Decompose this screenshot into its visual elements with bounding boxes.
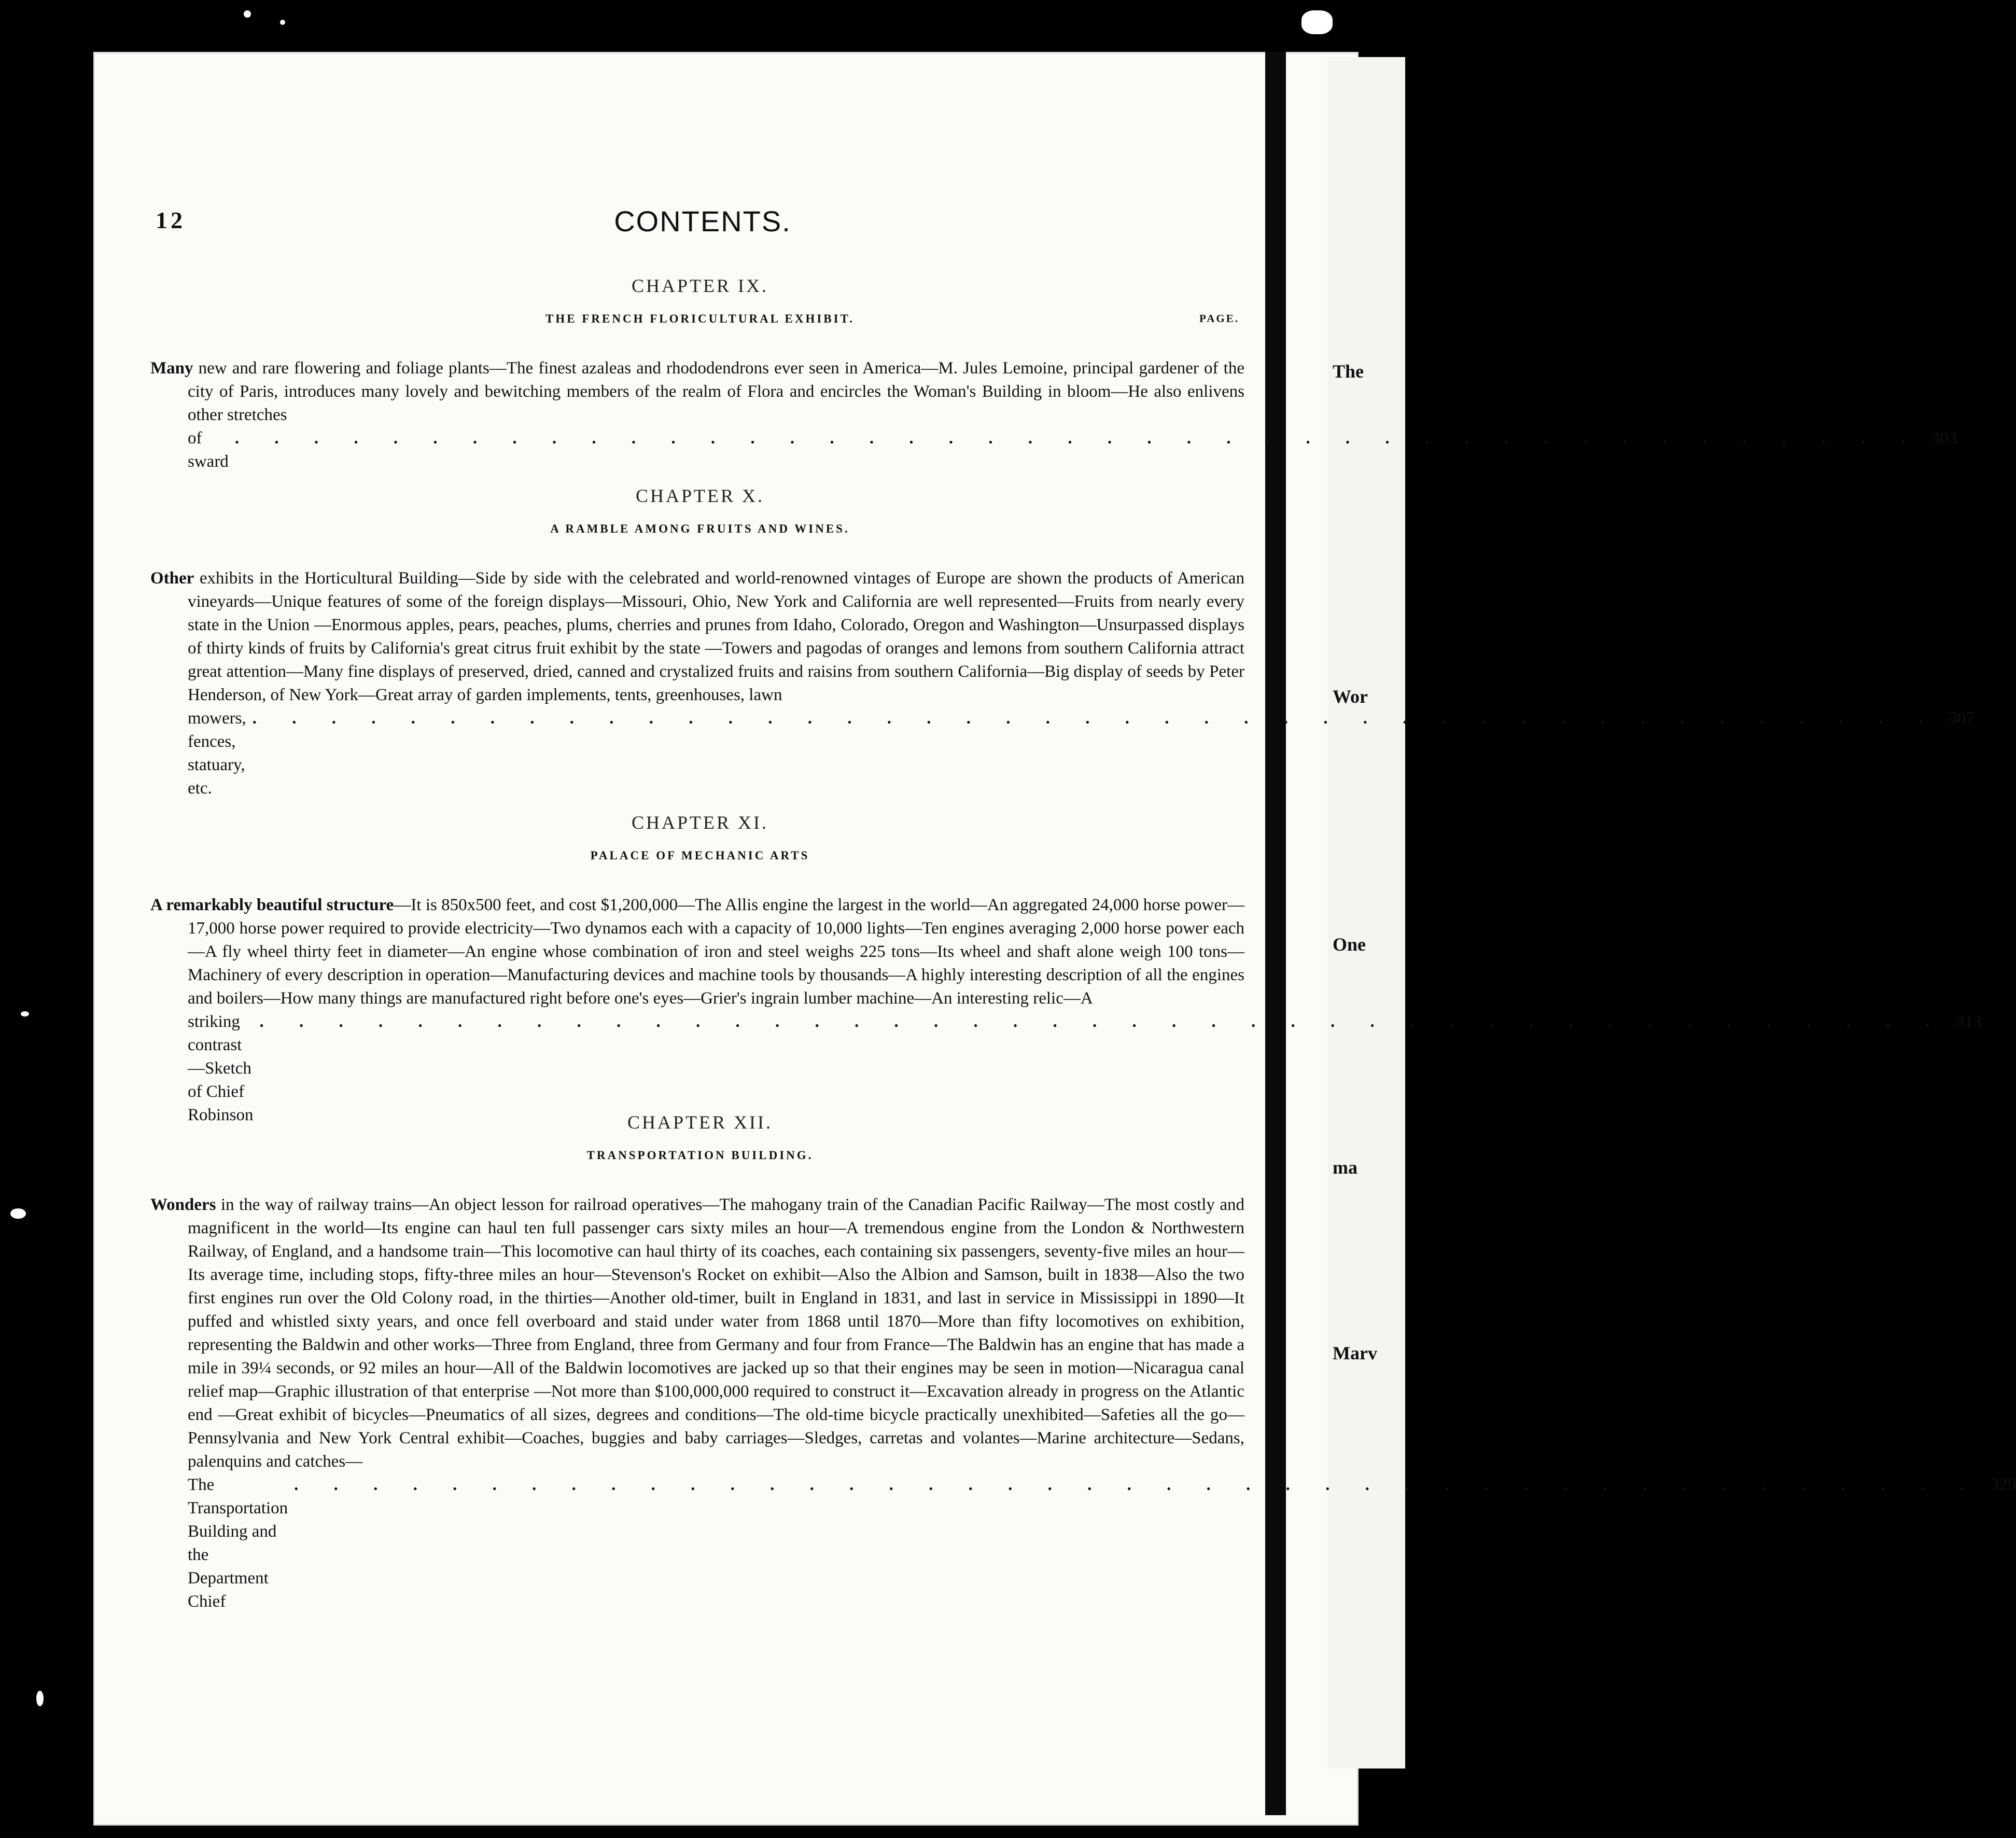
summary-text: exhibits in the Horticultural Building—Side by side with the celebrated and world-renowned vintages of Europe are shown the products of American vineyards—Unique features of some of the foreign displays—Missouri, Ohio, New York and California are well represented—Fruits from nearly every state in the Union —Enormous apples, pears, peaches, plums, cherries and prunes from Idaho, Colorado, Oregon and Washington—Unsurpassed displays of thirty kinds of fruits by California's great citrus fruit exhibit by the state —Towers and pagodas of oranges and lemons from southern California attract great attention—Many fine displays of preserved, dried, canned and crystalized fruits and raisins from southern California—Big display of seeds by Peter Henderson, of New York—Great array of garden implements, tents, greenhouses, lawn bbox=[188, 569, 1244, 704]
leader-dots: . . . . . . . . . . . . . . . . . . . . . . . . . . . . . . . . . . . . . . . . . . . bbox=[294, 1475, 1980, 1494]
summary-text: in the way of railway trains—An object lesson for railroad operatives—The mahogany train of the Canadian Pacific Railway—The most costly and magnificent in the world—Its engine can haul ten full passenger cars sixty miles an hour—A tremendous engine from the London & Northwestern Railway, of England, and a handsome train—This locomotive can haul thirty of its coaches, each containing six passengers, seventy-five miles an hour—Its average time, including stops, fifty-three miles an hour—Stevenson's Rocket on exhibit—Also the Albion and Samson, built in 1838—Also the two first engines run over the Old Colony road, in the thirties—Another old-timer, built in England in 1831, and last in service in Mississippi in 1890—It puffed and whistled sixty years, and once fell overboard and staid under water from 1868 until 1870—More than fifty locomotives on exhibition, representing the Baldwin and other works—Three from England, three from Germany and four from France—The Baldwin has an engine that has made a mile in 39¼ seconds, or 92 miles an hour—All of the Baldwin locomotives are jacked up so that their engines may be seen in motion—Nicaragua canal relief map—Graphic illustration of that enterprise —Not more than $100,000,000 required to construct it—Excavation already in progress on the Atlantic end —Great exhibit of bicycles—Pneumatics of all sizes, degrees and conditions—The old-time bicycle practically unexhibited—Safeties all the go—Pennsylvania and New York Central exhibit—Coaches, buggies and baby carriages—Sledges, carretas and volantes—Marine architecture—Sedans, palenquins and catches— bbox=[188, 1195, 1244, 1471]
adjacent-page-fragment: The bbox=[1333, 361, 1364, 382]
summary-lead: Many bbox=[150, 359, 193, 378]
scan-speck bbox=[36, 1691, 44, 1706]
summary-last-line: of sward bbox=[188, 429, 229, 471]
adjacent-page-fragment: Wor bbox=[1333, 686, 1368, 707]
chapter-entry bbox=[150, 275, 1957, 474]
chapter-page-number: 329 bbox=[1990, 1475, 2016, 1494]
leader-dots: . . . . . . . . . . . . . . . . . . . . . . . . . . . . . . . . . . . . . . . . . . . bbox=[259, 1012, 1945, 1031]
summary-lead: Other bbox=[150, 569, 194, 588]
chapter-summary bbox=[150, 357, 1250, 427]
leader-dots: . . . . . . . . . . . . . . . . . . . . . . . . . . . . . . . . . . . . . . . . . . . bbox=[234, 429, 1921, 448]
chapter-page-number: 303 bbox=[1931, 429, 1957, 448]
scan-speck bbox=[21, 1011, 29, 1017]
adjacent-page-fragment: Marv bbox=[1333, 1343, 1377, 1363]
chapter-number: CHAPTER X. bbox=[635, 485, 765, 506]
adjacent-page-edge bbox=[1327, 57, 1405, 1769]
summary-last-line: mowers, fences, statuary, etc. bbox=[188, 709, 246, 798]
book-gutter bbox=[1265, 52, 1286, 1815]
running-title: CONTENTS. bbox=[614, 205, 791, 238]
toc-leader-line bbox=[150, 427, 1957, 474]
scan-speck bbox=[244, 10, 251, 18]
scan-speck bbox=[1301, 10, 1333, 34]
chapter-entry bbox=[150, 812, 1982, 1127]
chapter-number: CHAPTER XI. bbox=[631, 812, 768, 833]
chapter-page-number: 313 bbox=[1956, 1012, 1982, 1031]
scan-speck bbox=[280, 20, 285, 25]
chapter-summary bbox=[150, 567, 1250, 707]
adjacent-page-fragment: ma bbox=[1333, 1157, 1357, 1178]
summary-text: new and rare flowering and foliage plants—The finest azaleas and rhododendrons ever seen in America—M. Jules Lemoine, principal gardener of the city of Paris, introduces many lovely and bewitching members of the realm of Flora and encircles the Woman's Building in bloom—He also enlivens other stretches bbox=[188, 359, 1244, 424]
chapter-page-number: 307 bbox=[1949, 709, 1975, 728]
chapter-title: PALACE OF MECHANIC ARTS bbox=[590, 849, 810, 862]
toc-leader-line bbox=[150, 1473, 2016, 1613]
leader-dots: . . . . . . . . . . . . . . . . . . . . . . . . . . . . . . . . . . . . . . . . . . . bbox=[252, 709, 1938, 728]
chapter-title: TRANSPORTATION BUILDING. bbox=[586, 1149, 814, 1162]
summary-last-line: The Transportation Building and the Department Chief bbox=[188, 1475, 288, 1611]
chapter-summary bbox=[150, 894, 1250, 1010]
summary-text: —It is 850x500 feet, and cost $1,200,000—The Allis engine the largest in the world—An aggregated 24,000 horse power—17,000 horse power required to provide electricity—Two dynamos each with a capacity of 10,000 lights—Ten engines averaging 2,000 horse power each—A fly wheel thirty feet in diameter—An engine whose combination of iron and steel weighs 225 tons—Its wheel and shaft alone weigh 100 tons—Machinery of every description in operation—Manufacturing devices and machine tools by thousands—A highly interesting description of all the engines and boilers—How many things are manufactured right before one's eyes—Grier's ingrain lumber machine—An interesting relic—A bbox=[188, 896, 1244, 1008]
toc-leader-line bbox=[150, 707, 1975, 800]
chapter-number: CHAPTER IX. bbox=[631, 275, 768, 296]
chapter-title: A RAMBLE AMONG FRUITS AND WINES. bbox=[550, 522, 850, 535]
summary-last-line: striking contrast—Sketch of Chief Robinson bbox=[188, 1012, 254, 1124]
summary-lead: Wonders bbox=[150, 1195, 216, 1214]
chapter-summary bbox=[150, 1193, 1250, 1473]
adjacent-page-fragment: One bbox=[1333, 934, 1366, 955]
chapter-title: THE FRENCH FLORICULTURAL EXHIBIT. bbox=[545, 312, 855, 325]
page-column-label: PAGE. bbox=[1199, 312, 1239, 325]
toc-leader-line bbox=[150, 1010, 1982, 1127]
chapter-number: CHAPTER XII. bbox=[627, 1112, 773, 1133]
summary-lead: A remarkably beautiful structure bbox=[150, 896, 394, 914]
page-number: 12 bbox=[156, 207, 186, 233]
chapter-entry bbox=[150, 485, 1975, 800]
scan-speck bbox=[10, 1208, 26, 1219]
